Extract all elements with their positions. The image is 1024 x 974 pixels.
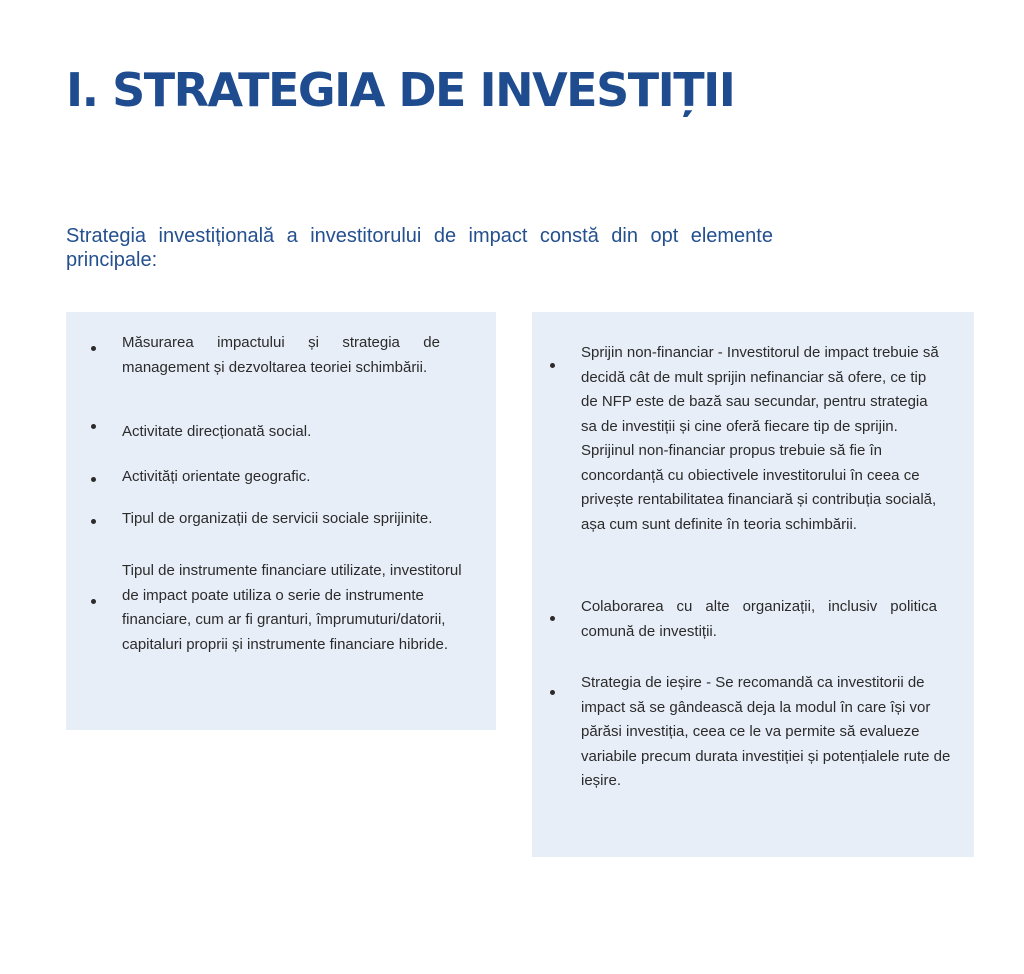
bullet-icon [550,363,555,368]
bullet-icon [91,424,96,429]
bullet-icon [91,599,96,604]
list-item-exit-strategy: Strategia de ieșire - Se recomandă ca investitorii de impact să se gândească deja la modul în care își vor părăsi investiția, ceea ce le va permite să evalueze variabile precum durata investiției și potențialele rute de ieșire. [581,674,951,789]
list-item-non-financial-support: Sprijin non-financiar - Investitorul de impact trebuie să decidă cât de mult sprijin nefinanciar să ofere, ce tip de NFP este de bază sau secundar, pentru strategia sa de investiții și cine oferă fiecare tip de sprijin. Sprijinul non-financiar propus trebuie să fie în concordanță cu obiectivele investitorului în ceea ce privește rentabilitatea financiară și contribuția socială, așa cum sunt definite în teoria schimbării. [581,344,939,533]
bullet-icon [91,519,96,524]
bullet-icon [550,616,555,621]
list-item-social-activity: Activitate direcționată social. [122,423,312,440]
bullet-icon [91,477,96,482]
page-title: I. STRATEGIA DE INVESTIȚII [66,63,735,117]
intro-paragraph: Strategia investițională a investitorului de impact constă din opt elemente principale: [66,225,773,271]
list-item-organization-type: Tipul de organizații de servicii sociale sprijinite. [122,510,433,527]
list-item-financial-instruments: Tipul de instrumente financiare utilizate, investitorul de impact poate utiliza o serie de instrumente financiare, cum ar fi granturi, împrumuturi/datorii, capitaluri proprii și instrumente financiare hibride. [122,562,462,653]
bullet-icon [550,690,555,695]
list-item-geographic-activity: Activități orientate geografic. [122,468,311,485]
list-item-impact-measurement: Măsurarea impactului și strategia de management și dezvoltarea teoriei schimbării. [122,334,440,376]
bullet-icon [91,346,96,351]
list-item-collaboration: Colaborarea cu alte organizații, inclusiv politica comună de investiții. [581,598,937,640]
